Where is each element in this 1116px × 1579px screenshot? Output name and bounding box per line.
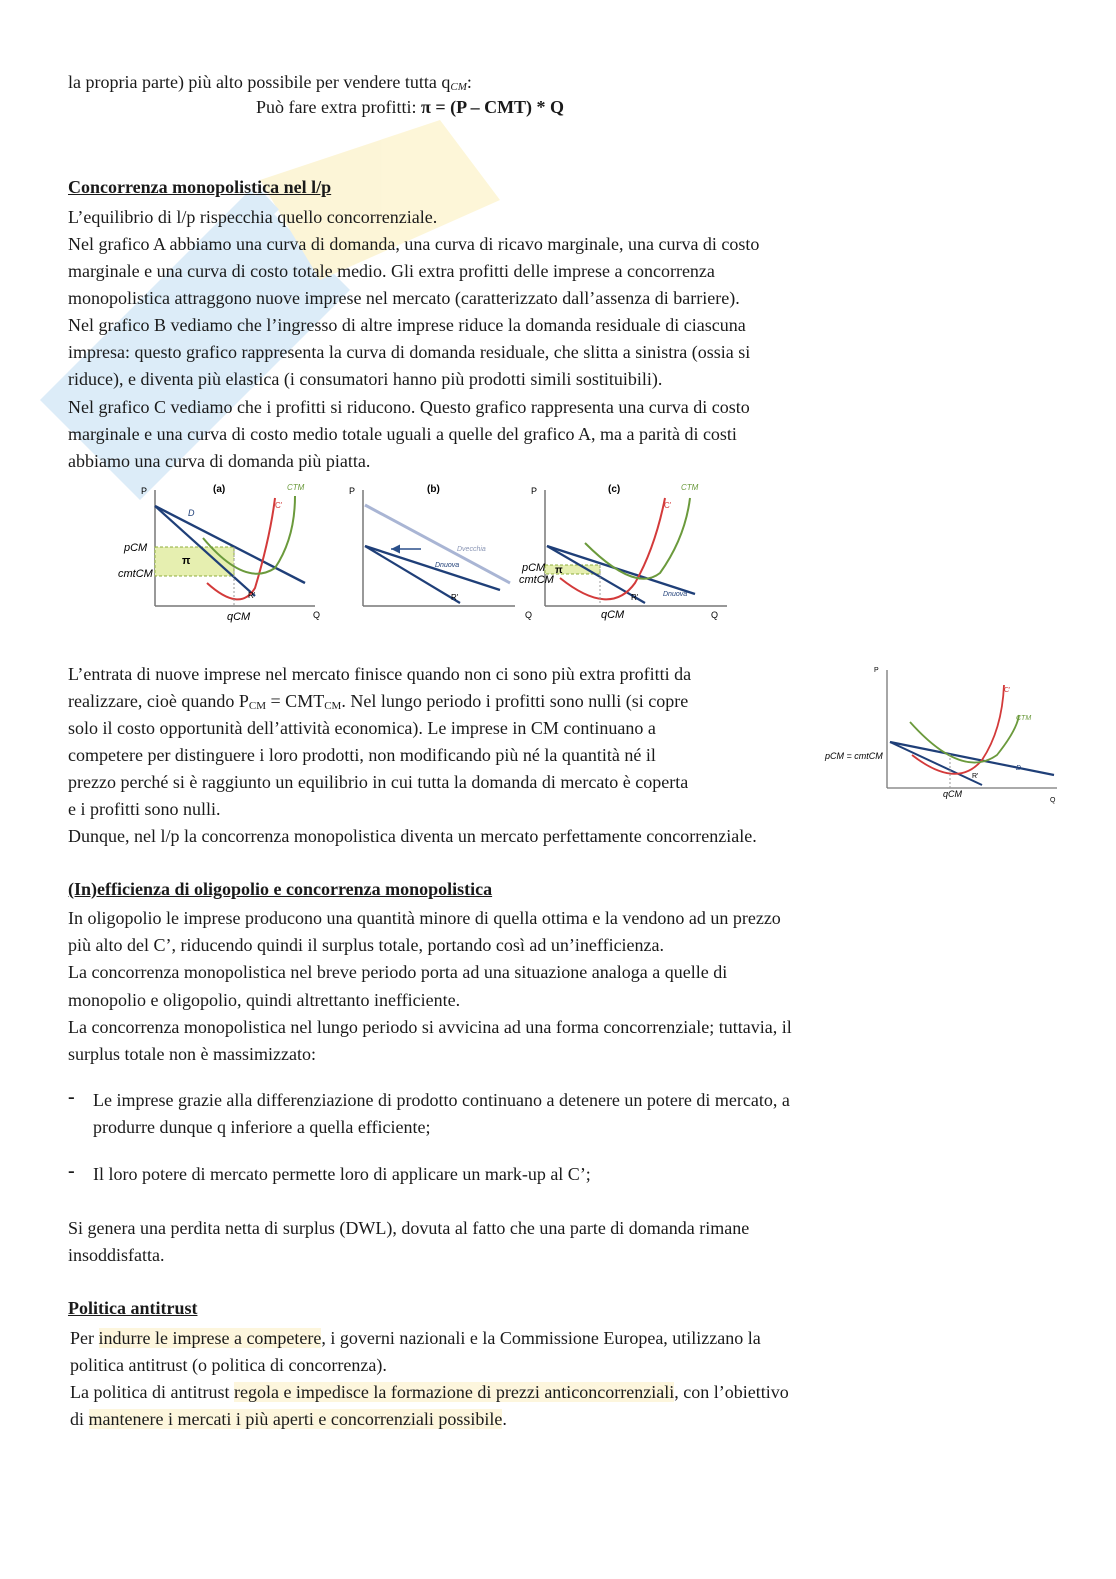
- bullet-text: Le imprese grazie alla differenziazione di prodotto continuano a detenere un potere di mercato, a: [93, 1090, 790, 1110]
- text-line: monopolistica attraggono nuove imprese nel mercato (caratterizzato dall’assenza di barriere).: [68, 288, 740, 308]
- section-heading-antitrust: Politica antitrust: [68, 1298, 198, 1318]
- label-d: D: [188, 508, 195, 518]
- text-line: marginale e una curva di costo totale medio. Gli extra profitti delle imprese a concorrenza: [68, 261, 715, 281]
- label-d-vecchia: Dvecchia: [457, 546, 486, 553]
- text-line: di mantenere i mercati i più aperti e concorrenziali possibile.: [70, 1409, 507, 1429]
- text-line: In oligopolio le imprese producono una quantità minore di quella ottima e la vendono ad un prezzo: [68, 908, 781, 928]
- label-qcm: qCM: [227, 611, 251, 623]
- axis-p-label: P: [874, 667, 879, 674]
- label-pcm: pCM: [522, 562, 546, 574]
- label-qcm: qCM: [943, 789, 963, 799]
- bullet-dash: -: [68, 1160, 75, 1182]
- axis-p-label: P: [531, 486, 538, 496]
- axis-q-label: Q: [313, 610, 321, 620]
- chart-a: [118, 483, 320, 623]
- chart-title: (c): [608, 484, 621, 495]
- text-line: insoddisfatta.: [68, 1245, 165, 1265]
- text-line: realizzare, cioè quando $P_{CM} = CMT_{CM}$. Nel lungo periodo i profitti sono nulli (si copre: [68, 691, 689, 712]
- text-line: L’entrata di nuove imprese nel mercato finisce quando non ci sono più extra profitti da: [68, 664, 692, 684]
- label-ctm: CTM: [287, 483, 305, 492]
- label-cmt: cmtCM: [118, 568, 153, 580]
- axis-q-label: Q: [1050, 797, 1056, 804]
- label-cmt: cmtCM: [519, 574, 554, 586]
- text-line: monopolio e oligopolio, quindi altrettanto inefficiente.: [68, 990, 461, 1010]
- axis-q-label: Q: [525, 610, 533, 620]
- label-qcm: qCM: [601, 609, 625, 621]
- chart-title: (a): [213, 484, 226, 495]
- axis-p-label: P: [349, 486, 356, 496]
- label-equilibrium: pCM = cmtCM: [825, 751, 883, 761]
- text-line: La concorrenza monopolistica nel lungo periodo si avvicina ad una forma concorrenziale; tuttavia, il: [68, 1017, 792, 1037]
- label-r: R': [972, 773, 979, 780]
- text-line: surplus totale non è massimizzato:: [68, 1044, 316, 1064]
- section-heading-lp: Concorrenza monopolistica nel l/p: [68, 177, 332, 197]
- bullet-text: produrre dunque q inferiore a quella efficiente;: [93, 1117, 431, 1137]
- text-line: Dunque, nel l/p la concorrenza monopolistica diventa un mercato perfettamente concorrenziale.: [68, 826, 757, 846]
- section-heading-inefficiency: (In)efficienza di oligopolio e concorrenza monopolistica: [68, 879, 493, 899]
- bullet-text: Il loro potere di mercato permette loro di applicare un mark-up al C’;: [93, 1164, 591, 1184]
- profit-formula: Può fare extra profitti: π = (P – CMT) * Q: [256, 97, 565, 117]
- text-line: La politica di antitrust regola e impedisce la formazione di prezzi anticoncorrenziali, con l’obiettivo: [70, 1382, 789, 1402]
- label-c: C': [664, 501, 672, 510]
- text-line: Nel grafico A abbiamo una curva di domanda, una curva di ricavo marginale, una curva di costo: [68, 234, 760, 254]
- figure-long-run: [822, 660, 1062, 806]
- intro-line: la propria parte) più alto possibile per vendere tutta $q_{CM}$:: [68, 72, 472, 93]
- label-r: R': [631, 593, 639, 602]
- text-line: riduce), e diventa più elastica (i consumatori hanno più prodotti simili sostituibili).: [68, 369, 663, 389]
- label-ctm: CTM: [1016, 715, 1032, 722]
- text-line: prezzo perché si è raggiunto un equilibrio in cui tutta la domanda di mercato è coperta: [68, 772, 689, 792]
- chart-b: [349, 484, 532, 620]
- text-line: abbiamo una curva di domanda più piatta.: [68, 451, 371, 471]
- text-line: e i profitti sono nulli.: [68, 799, 221, 819]
- figure-abc: [115, 478, 735, 626]
- text-line: più alto del C’, riducendo quindi il surplus totale, portando così ad un’inefficienza.: [68, 935, 665, 955]
- text-line: solo il costo opportunità dell’attività economica). Le imprese in CM continuano a: [68, 718, 656, 738]
- axis-q-label: Q: [711, 610, 719, 620]
- label-pi: π: [182, 555, 191, 567]
- chart-title: (b): [427, 484, 440, 495]
- text-line: impresa: questo grafico rappresenta la curva di domanda residuale, che slitta a sinistra (ossia si: [68, 342, 751, 362]
- bullet-dash: -: [68, 1086, 75, 1108]
- text-line: Per indurre le imprese a competere, i governi nazionali e la Commissione Europea, utilizzano la: [70, 1328, 761, 1348]
- label-d: D: [1016, 765, 1022, 772]
- label-ctm: CTM: [681, 483, 699, 492]
- label-pcm: pCM: [124, 542, 148, 554]
- text-line: L’equilibrio di l/p rispecchia quello concorrenziale.: [68, 207, 438, 227]
- text-line: Si genera una perdita netta di surplus (DWL), dovuta al fatto che una parte di domanda rimane: [68, 1218, 750, 1238]
- axis-p-label: P: [141, 486, 148, 496]
- text-line: Nel grafico C vediamo che i profitti si riducono. Questo grafico rappresenta una curva di costo: [68, 397, 750, 417]
- text-line: competere per distinguere i loro prodotti, non modificando più né la quantità né il: [68, 745, 656, 765]
- text-line: La concorrenza monopolistica nel breve periodo porta ad una situazione analoga a quelle di: [68, 962, 728, 982]
- text-line: politica antitrust (o politica di concorrenza).: [70, 1355, 387, 1375]
- text-line: Nel grafico B vediamo che l’ingresso di altre imprese riduce la domanda residuale di ciascuna: [68, 315, 746, 335]
- label-r: R': [248, 591, 256, 600]
- label-c: C': [1004, 687, 1011, 694]
- chart-c: [519, 483, 727, 621]
- label-c: C': [275, 501, 283, 510]
- label-d-nuova: Dnuova: [435, 562, 460, 569]
- label-pi: π: [555, 565, 563, 576]
- label-r: R': [451, 593, 459, 602]
- text-line: marginale e una curva di costo medio totale uguali a quelle del grafico A, ma a parità di costi: [68, 424, 737, 444]
- label-d-nuova: Dnuova: [663, 591, 688, 598]
